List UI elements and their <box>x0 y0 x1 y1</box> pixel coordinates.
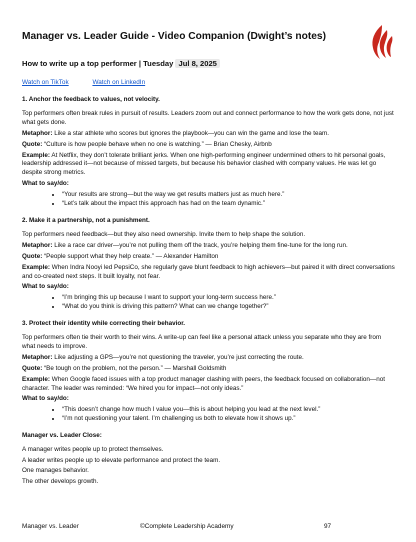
say-label: What to say/do: <box>22 395 69 403</box>
quote-line <box>22 253 396 262</box>
subtitle-text: How to write up a top performer | Tuesday <box>22 59 174 68</box>
list-item: • “I’m not questioning your talent. I’m challenging us both to elevate how it shows up.” <box>62 415 396 424</box>
quote-label: Quote: <box>22 364 43 372</box>
close-line: A leader writes people up to elevate performance and protect the team. <box>22 456 221 464</box>
say-label: What to say/do: <box>22 283 69 291</box>
metaphor-text: Like a race car driver—you’re not pulling them off the track, you’re helping them fine-tune for the long run. <box>54 241 348 249</box>
quote-text: “Culture is how people behave when no one is watching.” — Brian Chesky, Airbnb <box>44 140 272 148</box>
content-body <box>22 96 396 488</box>
metaphor-line <box>22 242 396 251</box>
metaphor-text: Like adjusting a GPS—you’re not questioning the traveler, you’re just correcting the route. <box>54 353 304 361</box>
example-line <box>22 152 396 179</box>
section-intro: Top performers need feedback—but they also need ownership. Invite them to help shape the solution. <box>22 230 306 238</box>
quote-label: Quote: <box>22 252 43 260</box>
quote-text: “Be tough on the problem, not the person.” — Marshall Goldsmith <box>44 364 227 372</box>
footer-copyright: ©Complete Leadership Academy <box>140 523 234 530</box>
flame-logo-icon <box>368 24 394 60</box>
metaphor-label: Metaphor: <box>22 241 53 249</box>
metaphor-label: Metaphor: <box>22 353 53 361</box>
section-3 <box>22 320 396 424</box>
quote-line <box>22 141 396 150</box>
video-links <box>22 78 167 87</box>
tiktok-link[interactable]: Watch on TikTok <box>22 79 69 86</box>
example-label: Example: <box>22 151 50 159</box>
list-item: • “I’m bringing this up because I want to support your long-term success here.” <box>62 294 396 303</box>
example-line <box>22 264 396 282</box>
section-2 <box>22 217 396 312</box>
bullet-list <box>22 191 396 209</box>
list-item: • “Let’s talk about the impact this approach has had on the team dynamic.” <box>62 200 396 209</box>
close-section <box>22 432 396 486</box>
bullet-list <box>22 406 396 424</box>
section-1 <box>22 96 396 209</box>
quote-text: “People support what they help create.” — Alexander Hamilton <box>44 252 219 260</box>
section-heading: 2. Make it a partnership, not a punishment. <box>22 216 150 224</box>
list-item: • “What do you think is driving this pattern? What can we change together?” <box>62 303 396 312</box>
page-title: Manager vs. Leader Guide - Video Companion (Dwight’s notes) <box>22 31 326 42</box>
close-heading: Manager vs. Leader Close: <box>22 432 102 440</box>
example-label: Example: <box>22 263 50 271</box>
list-item: • “This doesn’t change how much I value you—this is about helping you lead at the next level.” <box>62 406 396 415</box>
example-text: When Google faced issues with a top product manager clashing with peers, the feedback focused on collaboration—not character. The leader was reminded: “We hired you for impact—not only ideas.” <box>22 375 385 392</box>
example-text: When Indra Nooyi led PepsiCo, she regularly gave blunt feedback to high achievers—but paired it with direct conversations and co-created next steps. It built loyalty, not fear. <box>22 263 395 280</box>
page-number: 97 <box>324 523 332 530</box>
page-subtitle <box>22 58 220 69</box>
metaphor-label: Metaphor: <box>22 129 53 137</box>
linkedin-link[interactable]: Watch on LinkedIn <box>92 79 146 86</box>
date-badge[interactable]: Jul 8, 2025 <box>175 59 219 68</box>
quote-label: Quote: <box>22 140 43 148</box>
section-intro: Top performers often break rules in pursuit of results. Leaders zoom out and connect performance to how the work gets done, not just what gets done. <box>22 109 394 126</box>
section-intro: Top performers often tie their worth to their wins. A write-up can feel like a personal attack unless you separate who they are from what needs to improve. <box>22 334 382 350</box>
footer-title: Manager vs. Leader <box>22 523 79 530</box>
metaphor-text: Like a star athlete who scores but ignores the playbook—you can win the game and lose the team. <box>54 129 329 137</box>
metaphor-line <box>22 130 396 139</box>
example-line <box>22 376 396 394</box>
list-item: • “Your results are strong—but the way we get results matters just as much here.” <box>62 191 396 200</box>
say-label: What to say/do: <box>22 180 69 188</box>
close-line: A manager writes people up to protect themselves. <box>22 446 164 454</box>
metaphor-line <box>22 354 396 363</box>
bullet-list <box>22 294 396 312</box>
example-label: Example: <box>22 375 50 383</box>
quote-line <box>22 365 396 374</box>
example-text: At Netflix, they don’t tolerate brilliant jerks. When one high-performing engineer undermined others to hit personal goals, leadership addressed it—not because of missed targets, but because his behavior clashed with company values. He was let go despite strong metrics. <box>22 151 386 177</box>
close-line: The other develops growth. <box>22 477 99 485</box>
section-heading: 1. Anchor the feedback to values, not velocity. <box>22 96 160 103</box>
section-heading: 3. Protect their identity while correcting their behavior. <box>22 320 186 328</box>
close-line: One manages behavior. <box>22 467 89 475</box>
